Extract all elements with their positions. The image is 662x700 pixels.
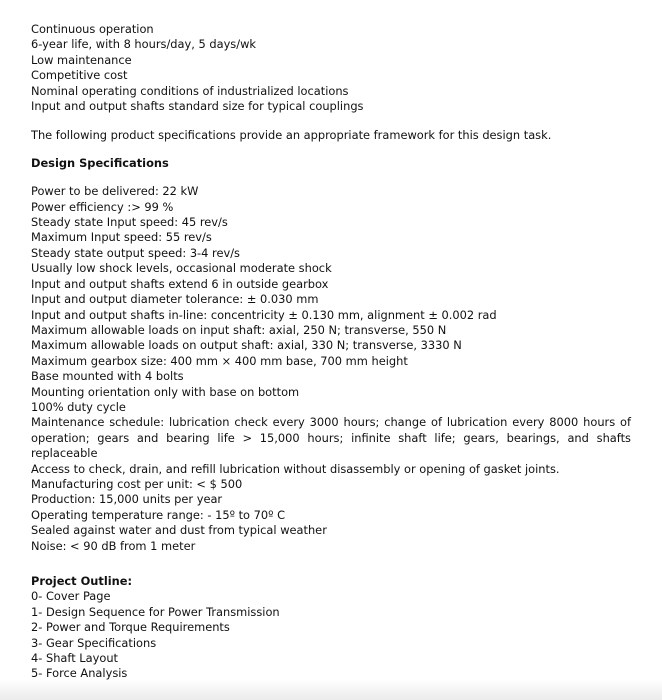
project-outline-heading: Project Outline: — [31, 574, 133, 588]
outline-item: 2- Power and Torque Requirements — [31, 620, 230, 635]
design-specs-heading: Design Specifications — [31, 155, 169, 170]
spec-item: Steady state output speed: 3-4 rev/s — [31, 245, 240, 260]
spec-item: Power to be delivered: 22 kW — [31, 184, 199, 199]
requirement-item: Input and output shafts standard size for typical couplings — [31, 99, 364, 114]
spec-item: Input and output shafts extend 6 in outside gearbox — [31, 276, 329, 291]
intro-paragraph: The following product specifications provide an appropriate framework for this design task. — [31, 128, 552, 143]
design-specs-list — [31, 184, 631, 554]
document-page — [31, 22, 631, 682]
requirement-item: Nominal operating conditions of industrialized locations — [31, 83, 349, 98]
outline-item: 1- Design Sequence for Power Transmission — [31, 604, 280, 619]
page-bottom-edge — [0, 680, 662, 700]
spec-item-maintenance: Maintenance schedule: lubrication check every 3000 hours; change of lubrication every 8000 hours of operation; gears and bearing life > 15,000 hours; infinite shaft life; gears, bearings, and shafts replaceable — [31, 415, 631, 461]
requirements-list — [31, 22, 631, 114]
requirement-item: Low maintenance — [31, 52, 132, 67]
requirement-item: Competitive cost — [31, 68, 128, 83]
outline-item: 0- Cover Page — [31, 589, 111, 604]
spec-item: Noise: < 90 dB from 1 meter — [31, 538, 196, 553]
spec-item: Steady state Input speed: 45 rev/s — [31, 215, 228, 230]
spec-item: Base mounted with 4 bolts — [31, 369, 184, 384]
requirement-item: Continuous operation — [31, 22, 154, 36]
spec-item: Operating temperature range: - 15º to 70º C — [31, 507, 286, 522]
spec-item: Maximum allowable loads on output shaft: axial, 330 N; transverse, 3330 N — [31, 338, 462, 353]
spec-item: Production: 15,000 units per year — [31, 492, 223, 507]
spec-item: Mounting orientation only with base on bottom — [31, 384, 300, 399]
spec-item: Sealed against water and dust from typical weather — [31, 523, 327, 538]
spec-item: Input and output shafts in-line: concentricity ± 0.130 mm, alignment ± 0.002 rad — [31, 307, 497, 322]
spec-item: Power efficiency :> 99 % — [31, 199, 174, 214]
spec-item: Maximum gearbox size: 400 mm × 400 mm base, 700 mm height — [31, 353, 408, 368]
spec-item: Maximum Input speed: 55 rev/s — [31, 230, 212, 245]
spec-item: Usually low shock levels, occasional moderate shock — [31, 261, 332, 276]
spec-item: Manufacturing cost per unit: < $ 500 — [31, 476, 243, 491]
spec-item: 100% duty cycle — [31, 399, 126, 414]
outline-item: 4- Shaft Layout — [31, 651, 119, 666]
spec-item: Access to check, drain, and refill lubrication without disassembly or opening of gasket joints. — [31, 461, 560, 476]
project-outline-list — [31, 589, 631, 681]
spec-item: Input and output diameter tolerance: ± 0.030 mm — [31, 292, 319, 307]
outline-item: 5- Force Analysis — [31, 666, 128, 681]
spec-item: Maximum allowable loads on input shaft: axial, 250 N; transverse, 550 N — [31, 322, 447, 337]
requirement-item: 6-year life, with 8 hours/day, 5 days/wk — [31, 37, 256, 52]
outline-item: 3- Gear Specifications — [31, 635, 157, 650]
